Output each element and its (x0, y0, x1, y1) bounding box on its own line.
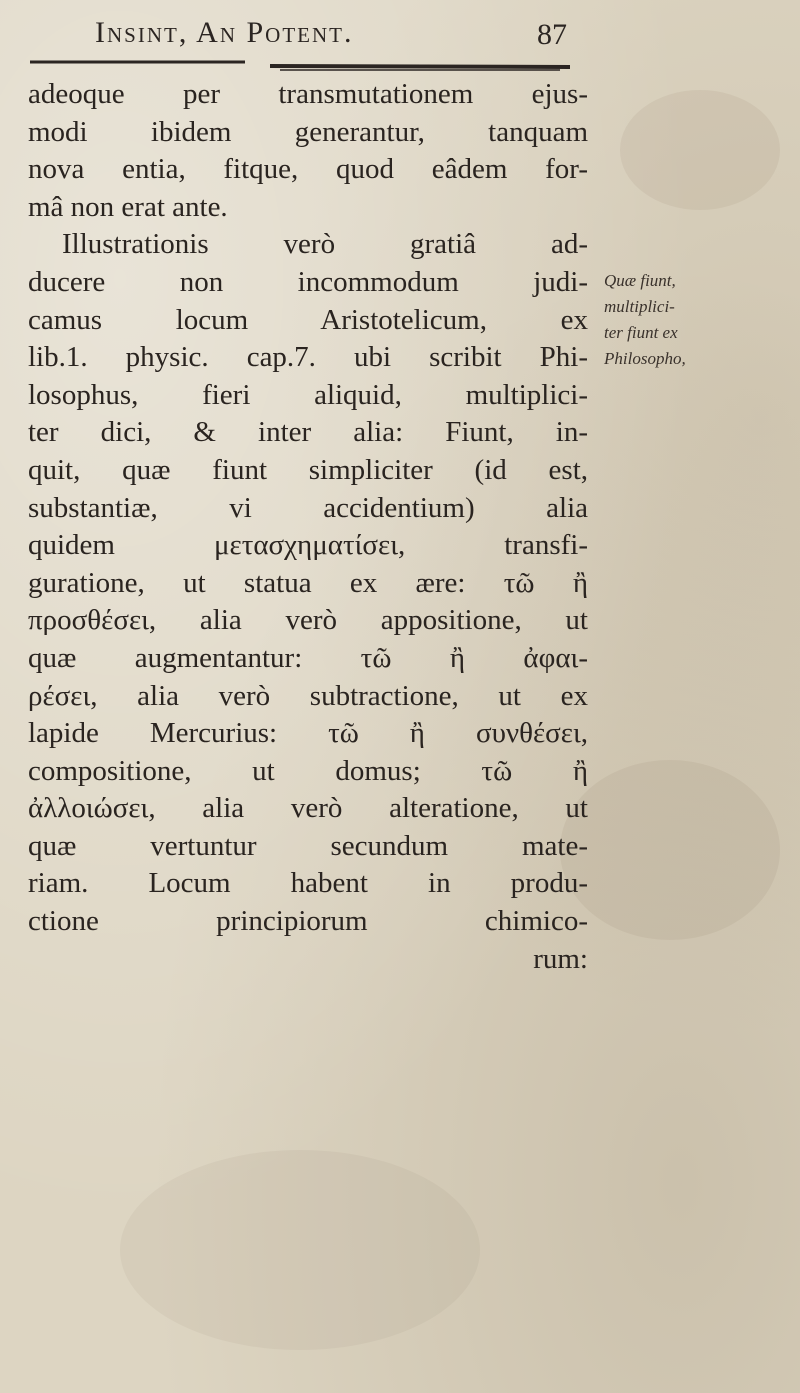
text-line: camus locum Aristotelicum, ex (28, 303, 588, 336)
marginal-note-line: Quæ fiunt, (604, 271, 676, 290)
text-line: riam. Locum habent in produ- (28, 867, 588, 900)
text-line: ctione principiorum chimico- (28, 905, 588, 938)
running-head (95, 14, 575, 58)
text-line: lapide Mercurius: τῶ ἢ συνθέσει, (28, 717, 588, 750)
text-line: quæ vertuntur secundum mate- (28, 829, 588, 862)
text-line: substantiæ, vi accidentium) alia (28, 491, 588, 524)
catchword: rum: (533, 942, 588, 975)
text-line: quæ augmentantur: τῶ ἢ ἀφαι- (28, 641, 588, 674)
page-number: 87 (537, 18, 567, 51)
paper-stain (560, 760, 780, 940)
text-line: losophus, fieri aliquid, multiplici- (28, 378, 588, 411)
text-line: modi ibidem generantur, tanquam (28, 115, 588, 148)
text-line: quidem μετασχηματίσει, transfi- (28, 529, 588, 562)
paper-stain (120, 1150, 480, 1350)
paper-stain (620, 90, 780, 210)
text-line: ter dici, & inter alia: Fiunt, in- (28, 416, 588, 449)
text-line: προσθέσει, alia verò appositione, ut (28, 604, 588, 637)
text-line: compositione, ut domus; τῶ ἢ (28, 754, 588, 787)
text-line: Illustrationis verò gratiâ ad- (62, 228, 588, 261)
text-line: mâ non erat ante. (28, 190, 228, 223)
text-line: quit, quæ fiunt simpliciter (id est, (28, 453, 588, 486)
text-line: guratione, ut statua ex ære: τῶ ἢ (28, 566, 588, 599)
marginal-note-line: ter fiunt ex (604, 323, 678, 342)
marginal-note (604, 268, 794, 372)
text-line: ἀλλοιώσει, alia verò alteratione, ut (28, 792, 588, 825)
text-line: lib.1. physic. cap.7. ubi scribit Phi- (28, 341, 588, 374)
text-line: ρέσει, alia verò subtractione, ut ex (28, 679, 588, 712)
body-text (28, 76, 588, 978)
marginal-note-line: Philosopho, (604, 349, 686, 368)
running-title: Insint, An Potent. (95, 16, 354, 49)
text-line: nova entia, fitque, quod eâdem for- (28, 153, 588, 186)
text-line: ducere non incommodum judi- (28, 265, 588, 298)
header-rule (30, 58, 570, 72)
text-line: adeoque per transmutationem ejus- (28, 78, 588, 110)
marginal-note-line: multiplici- (604, 297, 675, 316)
